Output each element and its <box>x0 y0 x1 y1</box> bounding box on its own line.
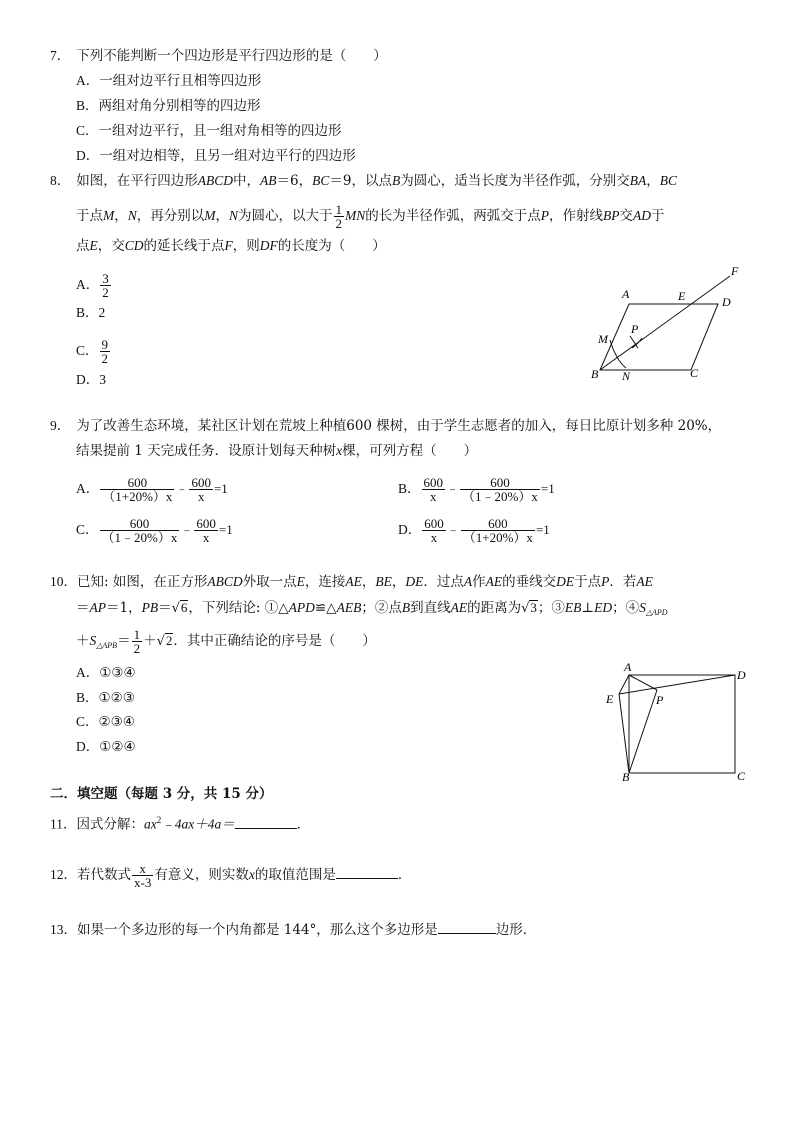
label-n: N <box>622 369 631 383</box>
q9-stem-line1: 9． 为了改善生态环境，某社区计划在荒坡上种植600 棵树，由于学生志愿者的加入，每日比原计划多种 20%， <box>50 418 722 434</box>
label-c: C <box>690 366 699 380</box>
q13-answer-blank[interactable] <box>438 919 496 934</box>
q11: 11．因式分解：$ax^2﹣4ax+4a=$ ． <box>50 815 311 833</box>
q10-option-d: D．①②④ <box>76 739 136 755</box>
q7-option-b: B．两组对角分别相等的四边形 <box>76 98 261 114</box>
parallelogram-abcd <box>600 304 718 370</box>
q8-figure <box>588 262 748 386</box>
q10-stem-line2: ＝AP＝1，PB＝√6，下列结论: ①△APD≌△AEB；②点B到直线AE的距离为√3；③EB⊥ED；$④S_{\triangle APD}$ <box>76 600 668 617</box>
label-a: A <box>622 287 630 301</box>
label-d: D <box>737 668 746 682</box>
q7-stem: 7． 下列不能判断一个四边形是平行四边形的是（ ） <box>50 48 387 64</box>
label-e: E <box>606 692 614 706</box>
q9-option-b: B． $\frac{600}{x}$ ﹣ $\frac{600}{(1﹣20\%)x}$ =1 <box>398 475 555 504</box>
q13: 13．如果一个多边形的每一个内角都是 144°，那么这个多边形是 边形． <box>50 919 536 940</box>
q7-option-c: C．一组对边平行，且一组对角相等的四边形 <box>76 123 342 139</box>
q9-option-a: A． $\frac{600}{(1+20\%)x}$ ﹣ $\frac{600}{x}$ =1 <box>76 475 228 504</box>
arc-mn <box>610 340 626 368</box>
q9-stem-line2: 结果提前 1 天完成任务．设原计划每天种树x棵，可列方程（ ） <box>76 443 478 459</box>
label-p: P <box>656 693 664 707</box>
q10-stem-line1: 10．已知: 如图，在正方形ABCD外取一点E，连接AE，BE，DE．过点A作AE的垂线交DE于点P．若AE <box>50 574 653 590</box>
q8-stem-line1: 8． 如图，在平行四边形ABCD中，AB＝6，BC＝9，以点B为圆心，适当长度为半径作弧，分别交BA，BC <box>50 173 677 189</box>
q10-figure <box>596 660 756 786</box>
q8-option-b: B．2 <box>76 305 106 320</box>
segment-ap <box>629 675 657 690</box>
segment-ed <box>619 675 735 694</box>
segment-eb <box>619 694 629 773</box>
label-d: D <box>722 295 731 309</box>
label-p: P <box>631 322 639 336</box>
q8-stem-line3: 点E，交CD的延长线于点F，则DF的长度为（ ） <box>76 238 386 254</box>
q8-option-a: A． $\frac{3}{2}$ <box>76 271 109 300</box>
q10-option-b: B．①②③ <box>76 690 135 706</box>
q11-answer-blank[interactable] <box>235 814 297 829</box>
label-m: M <box>598 332 608 346</box>
q8-option-d: D．3 <box>76 372 106 387</box>
q9-option-c: C． $\frac{600}{(1﹣20\%)x}$ ﹣ $\frac{600}{x}$ =1 <box>76 516 233 545</box>
q10-option-a: A．①③④ <box>76 665 136 681</box>
label-b: B <box>622 770 630 784</box>
label-f: F <box>731 264 739 278</box>
q12-answer-blank[interactable] <box>336 864 398 879</box>
label-c: C <box>737 769 746 783</box>
label-a: A <box>624 660 632 674</box>
half-fraction: $\frac{1}{2}$ <box>335 202 343 231</box>
segment-ae <box>619 675 629 694</box>
q10-option-c: C．②③④ <box>76 714 135 730</box>
q7-option-d: D．一组对边相等，且另一组对边平行的四边形 <box>76 148 356 164</box>
section-title: 二．填空题（每题 3 分，共 15 分） <box>50 786 273 802</box>
q7-option-a: A．一组对边平行且相等四边形 <box>76 73 262 89</box>
label-e: E <box>678 289 686 303</box>
q12: 12．若代数式 $\frac{x}{x-3}$ 有意义，则实数x的取值范围是 ． <box>50 861 412 890</box>
q10-stem-line3: $+S_{\triangle APB}=$ $\frac{1}{2}$ ＋√2．其中正确结论的序号是（ ） <box>76 627 376 656</box>
q8-option-c: C． $\frac{9}{2}$ <box>76 337 109 366</box>
q8-stem-line2: 于点M，N，再分别以M，N为圆心，以大于 $\frac{1}{2}$ MN的长为半径作弧，两弧交于点P，作射线BP交AD于 <box>76 202 665 231</box>
label-b: B <box>591 367 599 381</box>
segment-pb <box>629 690 657 773</box>
q9-option-d: D． $\frac{600}{x}$ ﹣ $\frac{600}{(1+20\%)x}$ =1 <box>398 516 550 545</box>
